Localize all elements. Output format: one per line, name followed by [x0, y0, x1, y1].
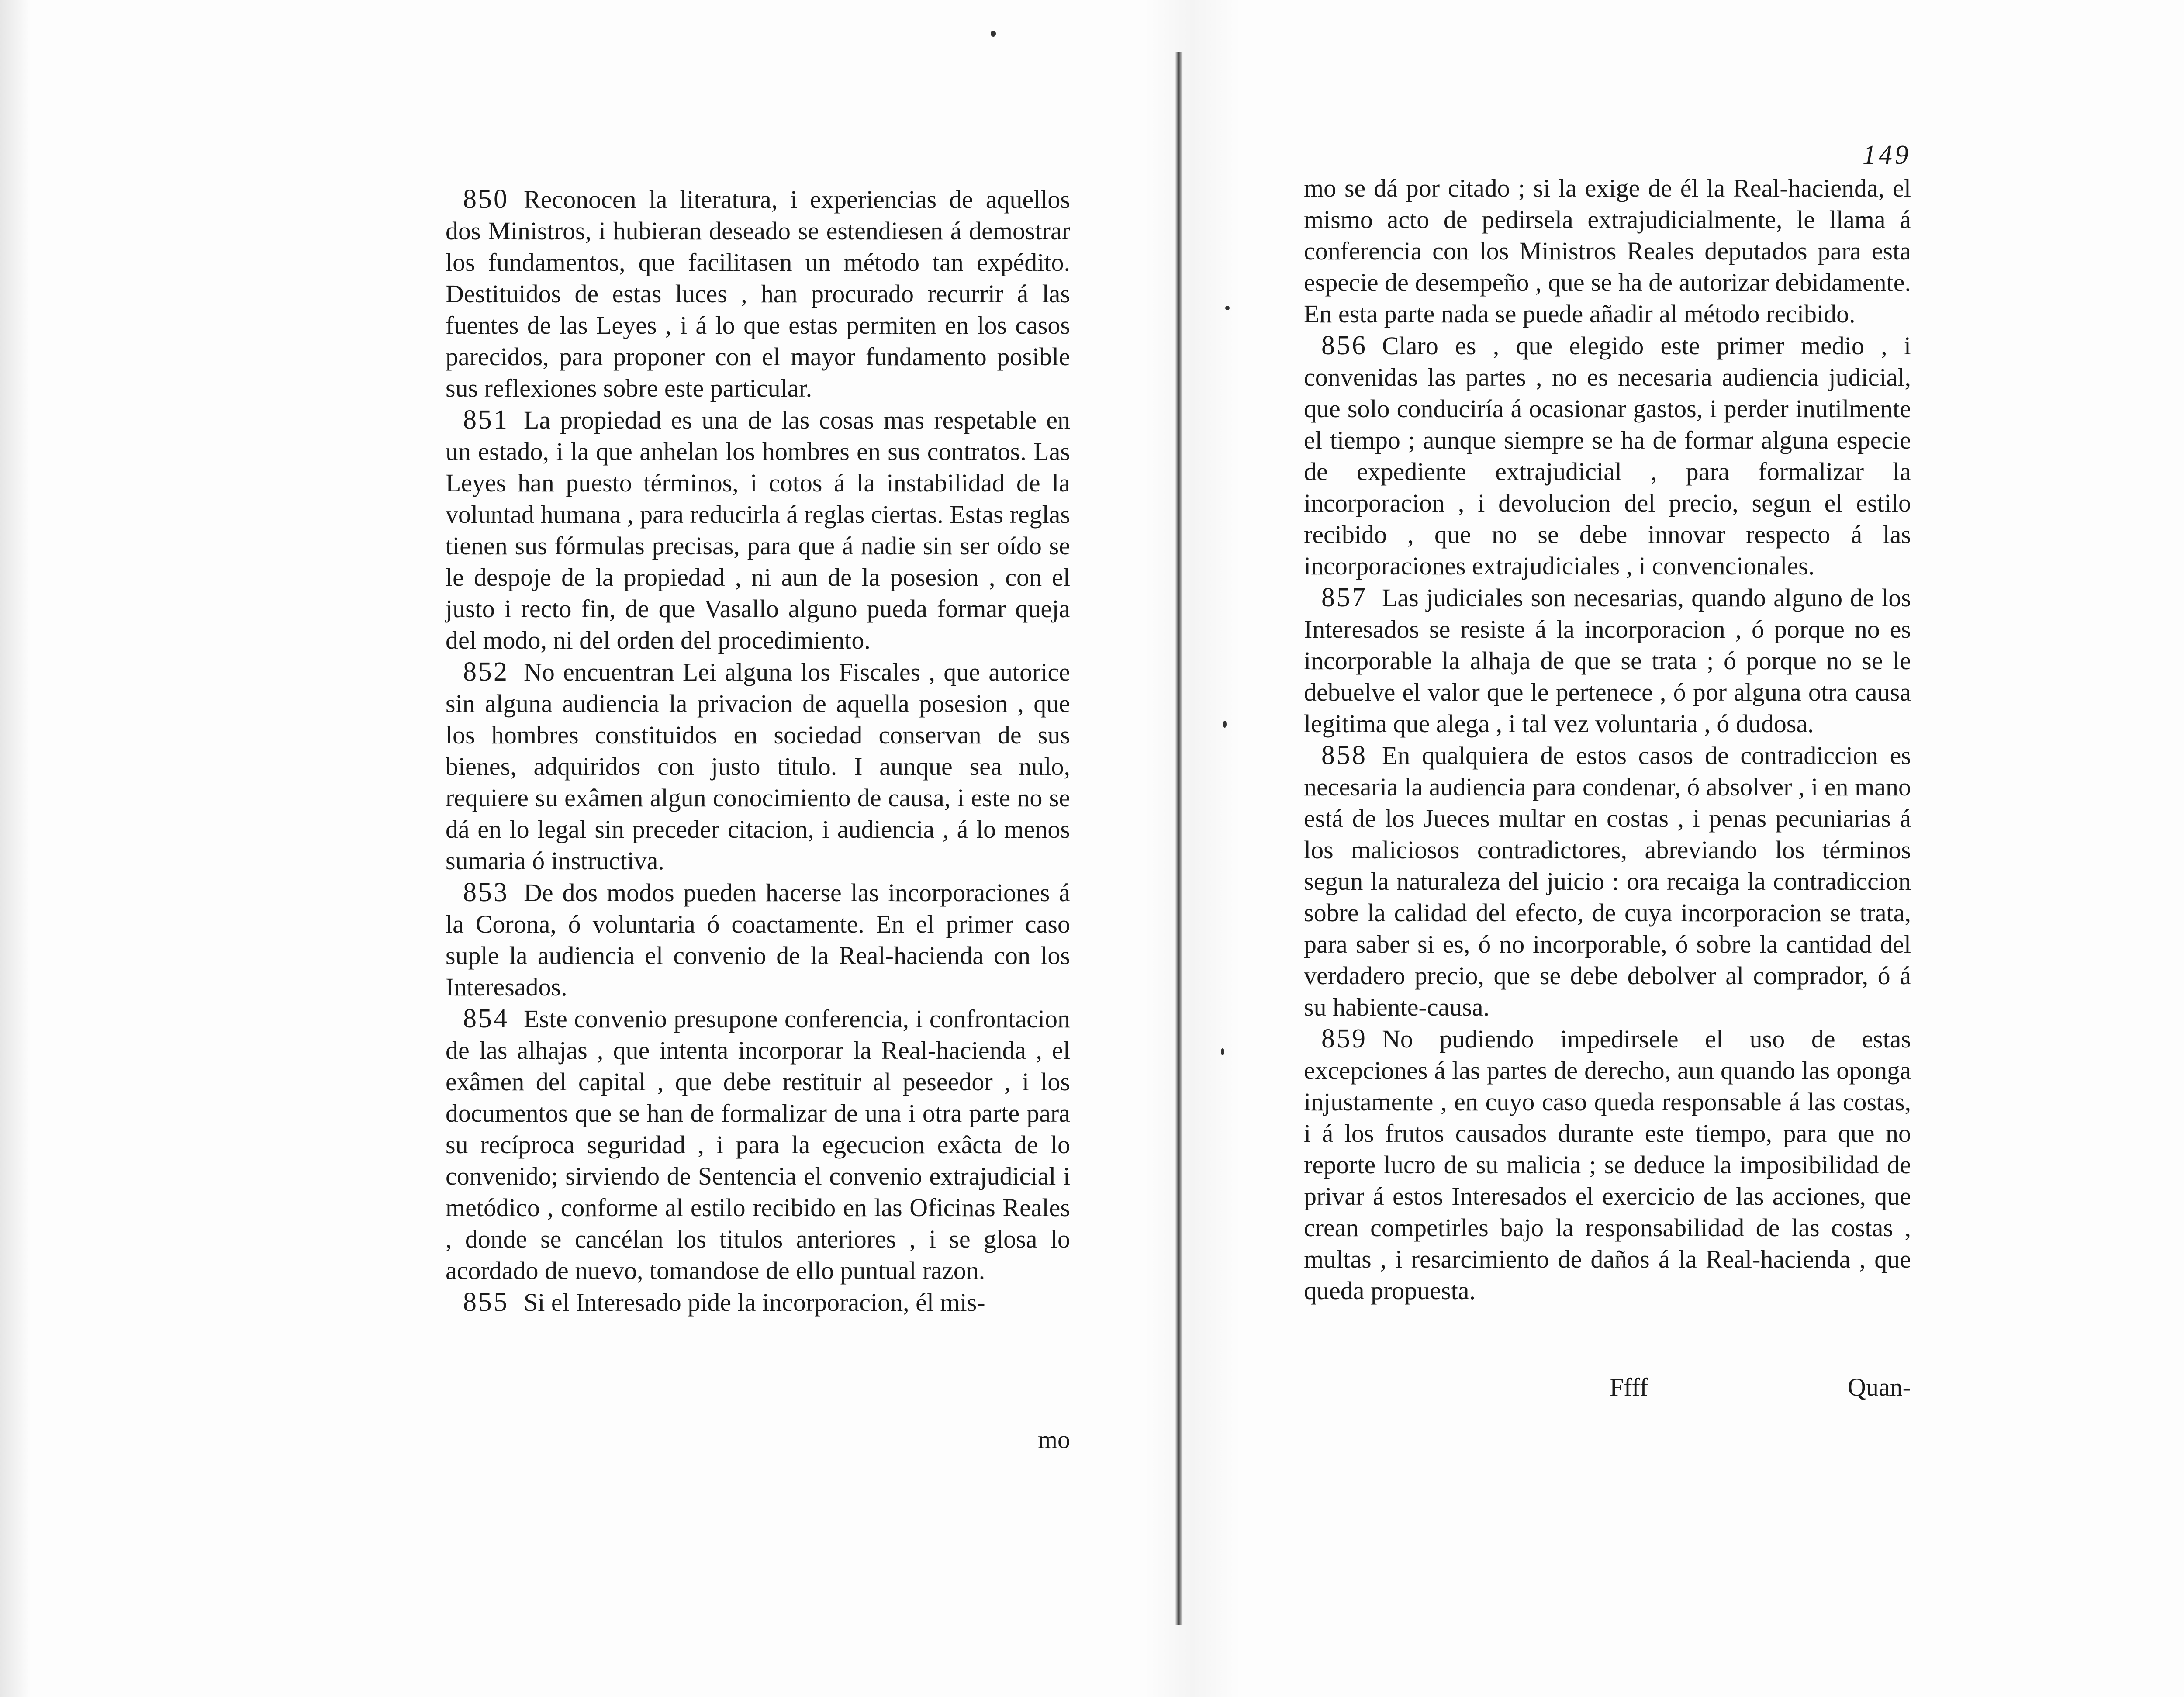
- paragraph-853: [446, 877, 1070, 1003]
- paragraph-text: No pudiendo impedirsele el uso de estas excepciones á las partes de derecho, aun quando las oponga injustamente , en cuyo caso queda responsable á las costas, i á los frutos causados durante este tiempo, para que no reporte lucro de su malicia ; se deduce la imposibilidad de privar á estos Interesados el exercicio de las acciones, que crean competirles bajo la responsabilidad de las costas , multas , i resarcimiento de daños á la Real-hacienda , que queda propuesta.: [1304, 1025, 1911, 1305]
- paragraph-number: 856: [1321, 331, 1367, 360]
- paragraph-number: 859: [1321, 1024, 1367, 1054]
- paragraph-text: En qualquiera de estos casos de contradiccion es necesaria la audiencia para condenar, ó absolver , i en mano está de los Jueces multar en costas , i penas pecuniarias á los maliciosos contradictores, abreviando los términos segun la naturaleza del juicio : ora recaiga la contradiccion sobre la calidad del efecto, de cuya incorporacion se trata, para saber si es, ó no incorporable, ó sobre la cantidad del verdadero precio, que se debe debolver al comprador, ó á su habiente-causa.: [1304, 741, 1911, 1021]
- book-gutter: [1175, 52, 1183, 1625]
- paragraph-number: 851: [463, 405, 509, 435]
- ink-speck: [1223, 721, 1227, 728]
- paragraph-text: De dos modos pueden hacerse las incorporaciones á la Corona, ó voluntaria ó coactamente. En el primer caso suple la audiencia el convenio de la Real-hacienda con los Interesados.: [446, 878, 1070, 1001]
- right-text-block: [1304, 173, 1911, 1306]
- paragraph-852: [446, 656, 1070, 877]
- right-page: [1304, 0, 1911, 1697]
- paragraph-854: [446, 1003, 1070, 1286]
- ink-speck: [1221, 1048, 1224, 1055]
- catchword: mo: [1037, 1425, 1070, 1454]
- paragraph-number: 850: [463, 184, 509, 214]
- paragraph-856: [1304, 330, 1911, 582]
- paragraph-855-continued: [1304, 173, 1911, 330]
- paragraph-text: mo se dá por citado ; si la exige de él la Real-hacienda, el mismo acto de pedirsela extrajudicialmente, le llama á conferencia con los Ministros Reales deputados para esta especie de desempeño , que se ha de autorizar debidamente. En esta parte nada se puede añadir al método recibido.: [1304, 174, 1911, 328]
- paragraph-number: 858: [1321, 740, 1367, 770]
- paragraph-number: 857: [1321, 583, 1367, 612]
- paragraph-858: [1304, 740, 1911, 1023]
- paragraph-text: Las judiciales son necesarias, quando alguno de los Interesados se resiste á la incorporacion , ó porque no es incorporable la alhaja de que se trata ; ó porque no se le debuelve el valor que le pertenece , ó por alguna otra causa legitima que alega , i tal vez voluntaria , ó dudosa.: [1304, 584, 1911, 738]
- left-edge-shadow: [0, 0, 31, 1697]
- left-page: [446, 0, 1070, 1697]
- paragraph-851: [446, 404, 1070, 656]
- paragraph-number: 853: [463, 878, 509, 907]
- paragraph-859: [1304, 1023, 1911, 1306]
- paragraph-text: La propiedad es una de las cosas mas respetable en un estado, i la que anhelan los hombres en sus contratos. Las Leyes han puesto términos, i cotos á la instabilidad de la voluntad humana , para reducirla á reglas ciertas. Estas reglas tienen sus fórmulas precisas, para que á nadie sin ser oído se le despoje de la propiedad , ni aun de la posesion , con el justo i recto fin, de que Vasallo alguno pueda formar queja del modo, ni del orden del procedimiento.: [446, 406, 1070, 654]
- page-number: 149: [1863, 140, 1911, 170]
- paragraph-number: 852: [463, 657, 509, 687]
- ink-speck: [1225, 306, 1230, 310]
- paragraph-text: Este convenio presupone conferencia, i confrontacion de las alhajas , que intenta incorporar la Real-hacienda , el exâmen del capital , que debe restituir al peseedor , i los documentos que se han de formalizar de una i otra parte para su recíproca seguridad , i para la egecucion exâcta de lo convenido; sirviendo de Sentencia el convenio extrajudicial i metódico , conforme al estilo recibido en las Oficinas Reales , donde se cancélan los titulos anteriores , i se glosa lo acordado de nuevo, tomandose de ello puntual razon.: [446, 1005, 1070, 1285]
- paragraph-text: Claro es , que elegido este primer medio , i convenidas las partes , no es necesaria audiencia judicial, que solo conduciría á ocasionar gastos, i perder inutilmente el tiempo ; aunque siempre se ha de formar alguna especie de expediente extrajudicial , para formalizar la incorporacion , i devolucion del precio, segun el estilo recibido , que no se debe innovar respecto á las incorporaciones extrajudiciales , i convencionales.: [1304, 332, 1911, 580]
- gutter-shade: [1144, 0, 1241, 1697]
- paragraph-number: 855: [463, 1287, 509, 1317]
- paragraph-number: 854: [463, 1004, 509, 1033]
- catchword: Quan-: [1848, 1373, 1911, 1401]
- left-text-block: [446, 183, 1070, 1318]
- paragraph-text: Reconocen la literatura, i experiencias de aquellos dos Ministros, i hubieran deseado se estendiesen á demostrar los fundamentos, que facilitasen un método tan expédito. Destituidos de estas luces , han procurado recurrir á las fuentes de las Leyes , i á lo que estas permiten en los casos parecidos, para proponer con el mayor fundamento posible sus reflexiones sobre este particular.: [446, 185, 1070, 402]
- paragraph-850: [446, 183, 1070, 404]
- paragraph-text: No encuentran Lei alguna los Fiscales , que autorice sin alguna audiencia la privacion de aquella posesion , que los hombres constituidos en sociedad conservan de sus bienes, adquiridos con justo titulo. I aunque sea nulo, requiere su exâmen algun conocimiento de causa, i este no se dá en lo legal sin preceder citacion, i audiencia , á lo menos sumaria ó instructiva.: [446, 658, 1070, 875]
- signature-mark: Ffff: [1610, 1373, 1648, 1401]
- paragraph-text: Si el Interesado pide la incorporacion, él mis-: [524, 1288, 985, 1317]
- paragraph-857: [1304, 582, 1911, 740]
- paragraph-855: [446, 1286, 1070, 1318]
